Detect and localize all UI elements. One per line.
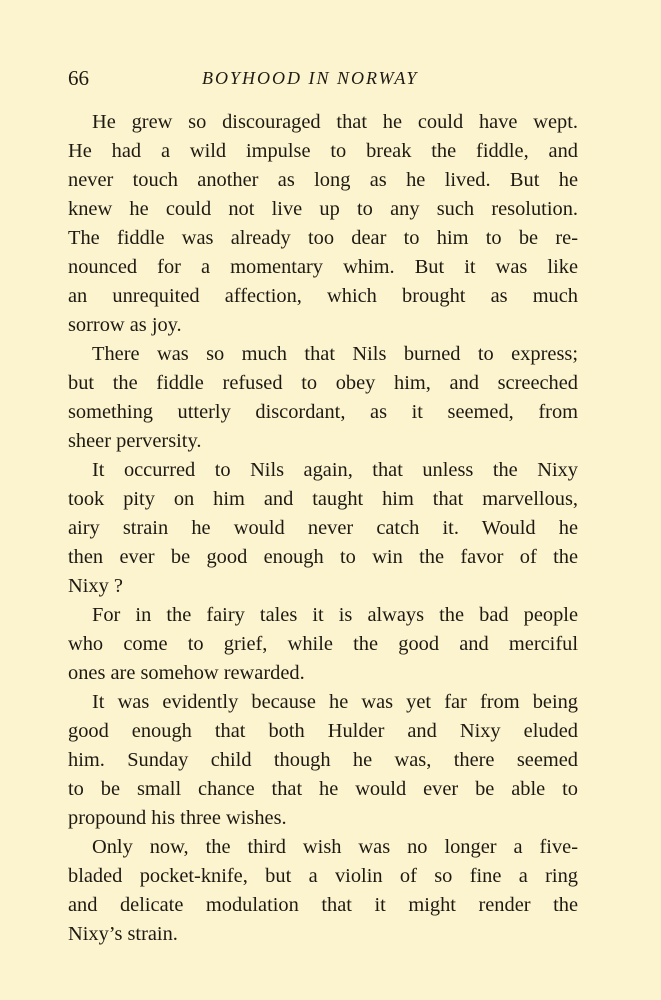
text-line: bladed pocket-knife, but a violin of so fine a ring <box>68 865 578 887</box>
text-line: and delicate modulation that it might render the <box>68 894 578 916</box>
text-line: He had a wild impulse to break the fiddle, and <box>68 140 578 162</box>
text-line: to be small chance that he would ever be able to <box>68 778 578 800</box>
text-line: Only now, the third wish was no longer a five- <box>92 836 578 858</box>
text-line: good enough that both Hulder and Nixy eluded <box>68 720 578 742</box>
text-line: never touch another as long as he lived. But he <box>68 169 578 191</box>
text-line: him. Sunday child though he was, there seemed <box>68 749 578 771</box>
text-line: took pity on him and taught him that marvellous, <box>68 488 578 510</box>
text-line: but the fiddle refused to obey him, and screeched <box>68 372 578 394</box>
body-text <box>68 108 578 949</box>
text-line: knew he could not live up to any such resolution. <box>68 198 578 220</box>
paragraph <box>68 833 578 949</box>
text-line: It was evidently because he was yet far from being <box>92 691 578 713</box>
text-line: It occurred to Nils again, that unless the Nixy <box>92 459 578 481</box>
text-line: sheer perversity. <box>68 430 202 452</box>
text-line: an unrequited affection, which brought as much <box>68 285 578 307</box>
text-line: something utterly discordant, as it seemed, from <box>68 401 578 423</box>
text-line: Nixy’s strain. <box>68 923 178 945</box>
text-line: Nixy ? <box>68 575 123 597</box>
text-line: For in the fairy tales it is always the bad people <box>92 604 578 626</box>
text-line: sorrow as joy. <box>68 314 182 336</box>
text-line: He grew so discouraged that he could have wept. <box>92 111 578 133</box>
text-line: then ever be good enough to win the favor of the <box>68 546 578 568</box>
paragraph <box>68 340 578 456</box>
page-header <box>68 66 578 94</box>
text-line: There was so much that Nils burned to express; <box>92 343 578 365</box>
text-line: ones are somehow rewarded. <box>68 662 305 684</box>
paragraph <box>68 601 578 688</box>
text-line: who come to grief, while the good and merciful <box>68 633 578 655</box>
text-line: The fiddle was already too dear to him to be re- <box>68 227 578 249</box>
paragraph <box>68 108 578 340</box>
page-number: 66 <box>68 66 89 90</box>
running-head: BOYHOOD IN NORWAY <box>202 68 419 88</box>
text-line: propound his three wishes. <box>68 807 287 829</box>
text-line: nounced for a momentary whim. But it was like <box>68 256 578 278</box>
text-line: airy strain he would never catch it. Would he <box>68 517 578 539</box>
paragraph <box>68 688 578 833</box>
paragraph <box>68 456 578 601</box>
